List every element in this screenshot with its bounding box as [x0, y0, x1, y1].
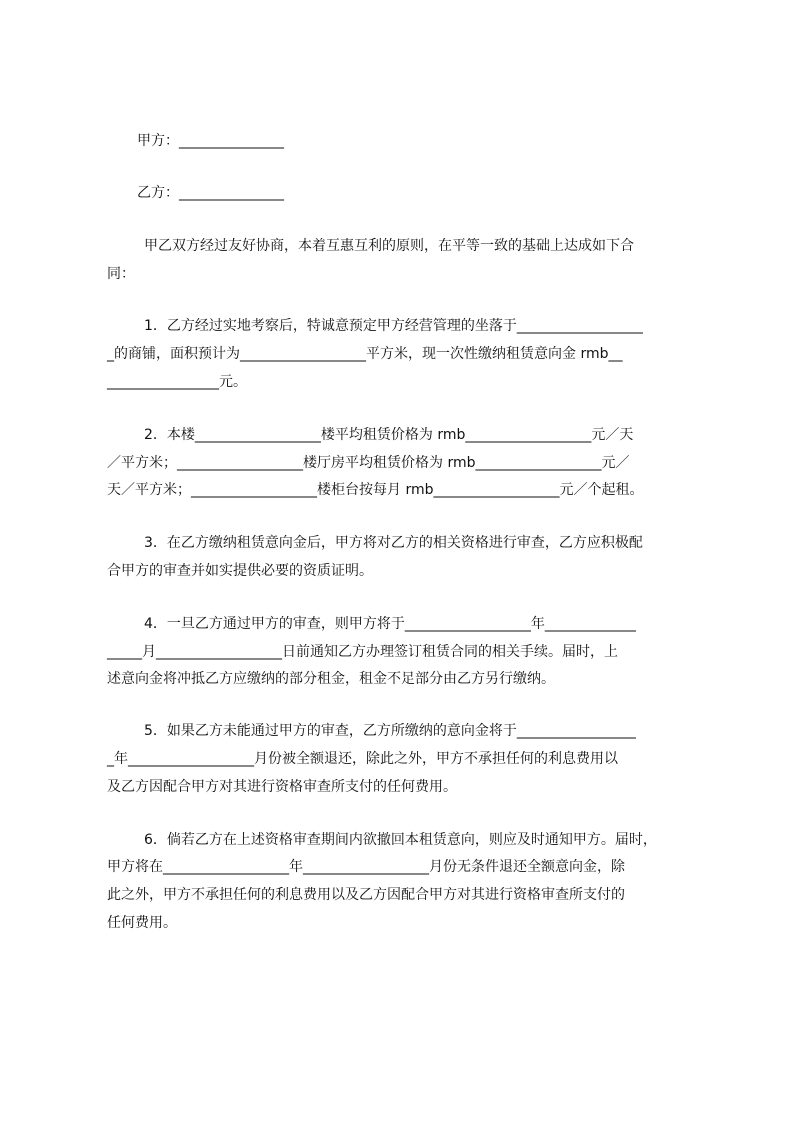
- clause-5-line: _年__________________月份被全额退还，除此之外，甲方不承担任何的利息费用以: [107, 751, 618, 767]
- clause-6-line: 此之外，甲方不承担任何的利息费用以及乙方因配合甲方对其进行资格审查所支付的: [107, 887, 625, 903]
- intro-line: 同：: [107, 266, 135, 282]
- clause-4-line: 4．一旦乙方通过甲方的审查，则甲方将于__________________年_____________: [144, 616, 636, 632]
- clause-2-line: ／平方米；__________________楼厅房平均租赁价格为 rmb__________________元／: [107, 455, 630, 471]
- clause-4-line: _____月__________________日前通知乙方办理签订租赁合同的相关手续。届时，上: [107, 644, 618, 660]
- clause-5-line: 及乙方因配合甲方对其进行资格审查所支付的任何费用。: [107, 779, 457, 795]
- clause-1-line: _的商铺，面积预计为__________________平方米，现一次性缴纳租赁意向金 rmb__: [107, 346, 623, 362]
- clause-5-line: 5．如果乙方未能通过甲方的审查，乙方所缴纳的意向金将于_________________: [144, 723, 636, 739]
- clause-3-line: 3．在乙方缴纳租赁意向金后，甲方将对乙方的相关资格进行审查，乙方应积极配: [144, 535, 643, 551]
- party-a-line: 甲方：_______________: [137, 133, 284, 149]
- clause-2-line: 天／平方米；__________________楼柜台按每月 rmb__________________元／个起租。: [107, 482, 644, 498]
- clause-1-line: ________________元。: [107, 374, 247, 390]
- intro-line: 甲乙双方经过友好协商，本着互惠互利的原则，在平等一致的基础上达成如下合: [144, 238, 634, 254]
- clause-1-line: 1．乙方经过实地考察后，特诚意预定甲方经营管理的坐落于__________________: [144, 318, 643, 334]
- party-b-line: 乙方：_______________: [137, 185, 284, 201]
- clause-6-line: 任何费用。: [107, 915, 177, 931]
- clause-6-line: 6．倘若乙方在上述资格审查期间内欲撤回本租赁意向，则应及时通知甲方。届时，: [144, 832, 657, 848]
- clause-4-line: 述意向金将冲抵乙方应缴纳的部分租金，租金不足部分由乙方另行缴纳。: [107, 671, 555, 687]
- clause-3-line: 合甲方的审查并如实提供必要的资质证明。: [107, 563, 373, 579]
- clause-2-line: 2．本楼__________________楼平均租赁价格为 rmb__________________元／天: [144, 427, 634, 443]
- clause-6-line: 甲方将在__________________年__________________月份无条件退还全额意向金，除: [107, 859, 625, 875]
